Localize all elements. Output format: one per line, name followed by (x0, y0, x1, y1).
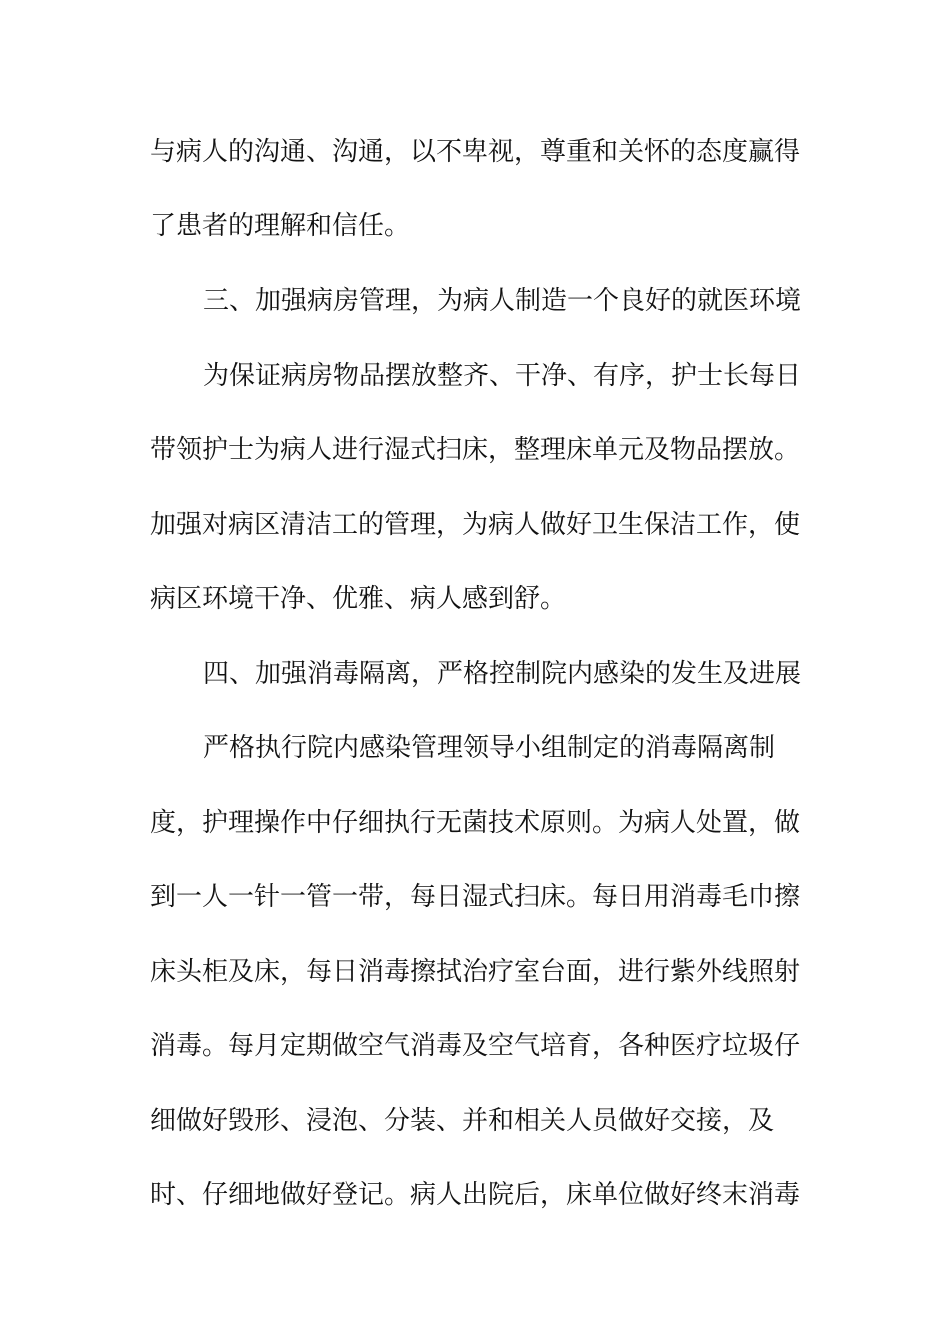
section-heading-3: 三、加强病房管理，为病人制造一个良好的就医环境 (203, 286, 802, 316)
paragraph-line: 加强对病区清洁工的管理，为病人做好卫生保洁工作，使 (150, 510, 801, 540)
paragraph-line: 到一人一针一管一带，每日湿式扫床。每日用消毒毛巾擦 (150, 882, 801, 912)
paragraph-line: 严格执行院内感染管理领导小组制定的消毒隔离制 (203, 733, 776, 763)
paragraph-line: 为保证病房物品摆放整齐、干净、有序，护士长每日 (203, 361, 802, 391)
paragraph-line: 时、仔细地做好登记。病人出院后，床单位做好终末消毒 (150, 1180, 801, 1210)
paragraph-line: 度，护理操作中仔细执行无菌技术原则。为病人处置，做 (150, 808, 801, 838)
paragraph-line: 消毒。每月定期做空气消毒及空气培育，各种医疗垃圾仔 (150, 1031, 801, 1061)
paragraph-line: 病区环境干净、优雅、病人感到舒。 (150, 584, 567, 614)
paragraph-line: 细做好毁形、浸泡、分装、并和相关人员做好交接，及 (150, 1106, 775, 1136)
paragraph-line: 了患者的理解和信任。 (150, 211, 411, 241)
paragraph-line: 与病人的沟通、沟通，以不卑视，尊重和关怀的态度赢得 (150, 137, 801, 167)
paragraph-line: 带领护士为病人进行湿式扫床，整理床单元及物品摆放。 (150, 435, 801, 465)
paragraph-line: 床头柜及床，每日消毒擦拭治疗室台面，进行紫外线照射 (150, 957, 801, 987)
section-heading-4: 四、加强消毒隔离，严格控制院内感染的发生及进展 (203, 659, 802, 689)
